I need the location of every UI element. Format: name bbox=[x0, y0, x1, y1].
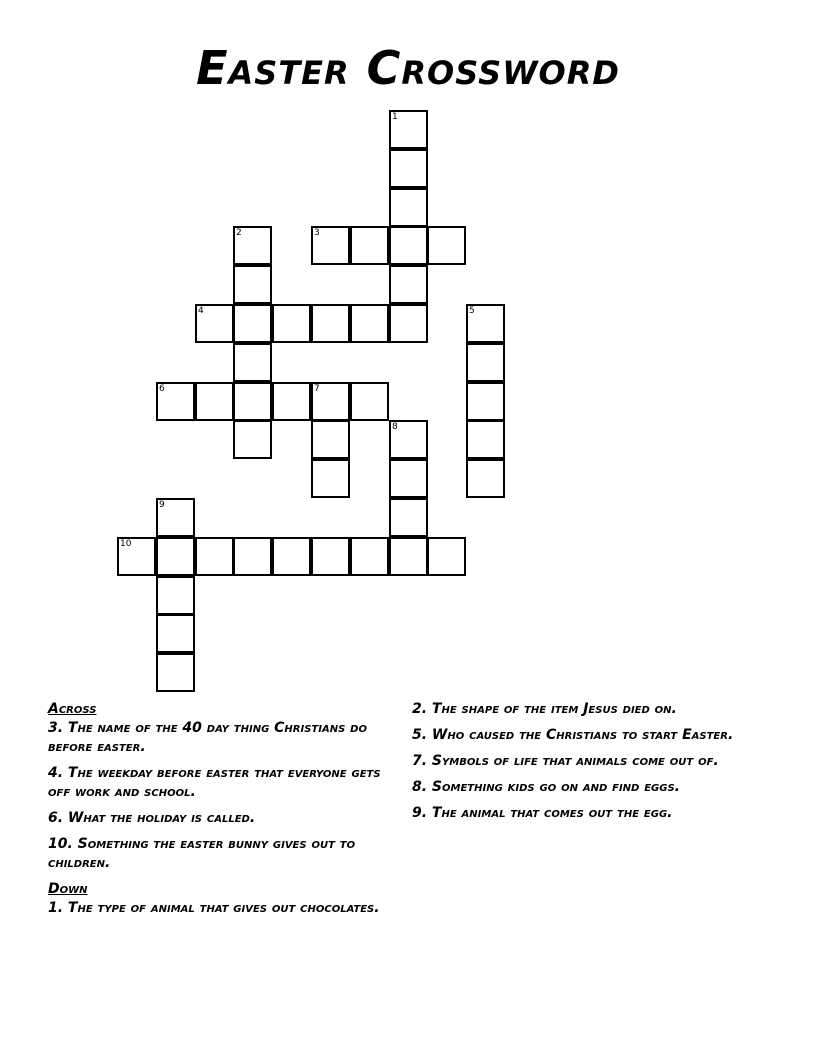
crossword-cell[interactable] bbox=[156, 382, 195, 421]
clue-down-2: 2. The shape of the item Jesus died on. bbox=[412, 701, 677, 717]
crossword-cell[interactable] bbox=[350, 382, 389, 421]
clue-down-7: 7. Symbols of life that animals come out of. bbox=[412, 753, 719, 769]
crossword-cell[interactable] bbox=[466, 382, 505, 421]
crossword-cell[interactable] bbox=[272, 304, 311, 343]
clue-number: 4 bbox=[198, 306, 204, 316]
crossword-cell[interactable] bbox=[233, 382, 272, 421]
crossword-cell[interactable] bbox=[156, 653, 195, 692]
clues-left-column bbox=[48, 700, 398, 925]
crossword-cell[interactable] bbox=[272, 382, 311, 421]
crossword-cell[interactable] bbox=[466, 343, 505, 382]
clue-number: 1 bbox=[392, 112, 398, 122]
clue-across-10: 10. Something the easter bunny gives out to children. bbox=[48, 836, 356, 871]
clue-number: 2 bbox=[236, 228, 242, 238]
down-heading: Down bbox=[48, 881, 88, 897]
crossword-cell[interactable] bbox=[233, 537, 272, 576]
crossword-cell[interactable] bbox=[156, 614, 195, 653]
crossword-cell[interactable] bbox=[233, 226, 272, 265]
crossword-cell[interactable] bbox=[156, 537, 195, 576]
crossword-cell[interactable] bbox=[389, 188, 428, 227]
crossword-cell[interactable] bbox=[311, 382, 350, 421]
crossword-cell[interactable] bbox=[427, 537, 466, 576]
clue-across-3: 3. The name of the 40 day thing Christians do before easter. bbox=[48, 720, 367, 755]
crossword-cell[interactable] bbox=[195, 382, 234, 421]
crossword-cell[interactable] bbox=[389, 498, 428, 537]
clue-number: 8 bbox=[392, 422, 398, 432]
crossword-cell[interactable] bbox=[311, 537, 350, 576]
clue-number: 9 bbox=[159, 500, 165, 510]
crossword-cell[interactable] bbox=[350, 304, 389, 343]
crossword-cell[interactable] bbox=[195, 537, 234, 576]
crossword-cell[interactable] bbox=[466, 459, 505, 498]
crossword-cell[interactable] bbox=[350, 226, 389, 265]
clues-right-column bbox=[412, 700, 752, 830]
crossword-cell[interactable] bbox=[233, 343, 272, 382]
crossword-cell[interactable] bbox=[389, 420, 428, 459]
crossword-cell[interactable] bbox=[117, 537, 156, 576]
crossword-cell[interactable] bbox=[272, 537, 311, 576]
clue-across-6: 6. What the holiday is called. bbox=[48, 810, 256, 826]
clue-down-5: 5. Who caused the Christians to start Easter. bbox=[412, 727, 734, 743]
crossword-cell[interactable] bbox=[233, 304, 272, 343]
crossword-cell[interactable] bbox=[195, 304, 234, 343]
crossword-cell[interactable] bbox=[389, 110, 428, 149]
clue-down-1: 1. The type of animal that gives out chocolates. bbox=[48, 900, 380, 916]
across-heading: Across bbox=[48, 701, 97, 717]
clue-number: 3 bbox=[314, 228, 320, 238]
crossword-cell[interactable] bbox=[233, 265, 272, 304]
crossword-cell[interactable] bbox=[389, 459, 428, 498]
crossword-cell[interactable] bbox=[311, 226, 350, 265]
crossword-cell[interactable] bbox=[389, 304, 428, 343]
clue-number: 10 bbox=[120, 539, 132, 549]
page-title: Easter Crossword bbox=[196, 41, 620, 95]
crossword-cell[interactable] bbox=[311, 420, 350, 459]
crossword-cell[interactable] bbox=[156, 576, 195, 615]
crossword-cell[interactable] bbox=[233, 420, 272, 459]
crossword-cell[interactable] bbox=[389, 265, 428, 304]
crossword-cell[interactable] bbox=[389, 226, 428, 265]
crossword-cell[interactable] bbox=[311, 304, 350, 343]
crossword-cell[interactable] bbox=[350, 537, 389, 576]
clue-down-9: 9. The animal that comes out the egg. bbox=[412, 805, 673, 821]
crossword-cell[interactable] bbox=[389, 149, 428, 188]
clue-number: 7 bbox=[314, 384, 320, 394]
crossword-cell[interactable] bbox=[466, 304, 505, 343]
crossword-cell[interactable] bbox=[466, 420, 505, 459]
clue-down-8: 8. Something kids go on and find eggs. bbox=[412, 779, 680, 795]
crossword-cell[interactable] bbox=[311, 459, 350, 498]
clue-across-4: 4. The weekday before easter that everyone gets off work and school. bbox=[48, 765, 381, 800]
crossword-cell[interactable] bbox=[427, 226, 466, 265]
clue-number: 6 bbox=[159, 384, 165, 394]
crossword-cell[interactable] bbox=[156, 498, 195, 537]
crossword-cell[interactable] bbox=[389, 537, 428, 576]
clue-number: 5 bbox=[469, 306, 475, 316]
